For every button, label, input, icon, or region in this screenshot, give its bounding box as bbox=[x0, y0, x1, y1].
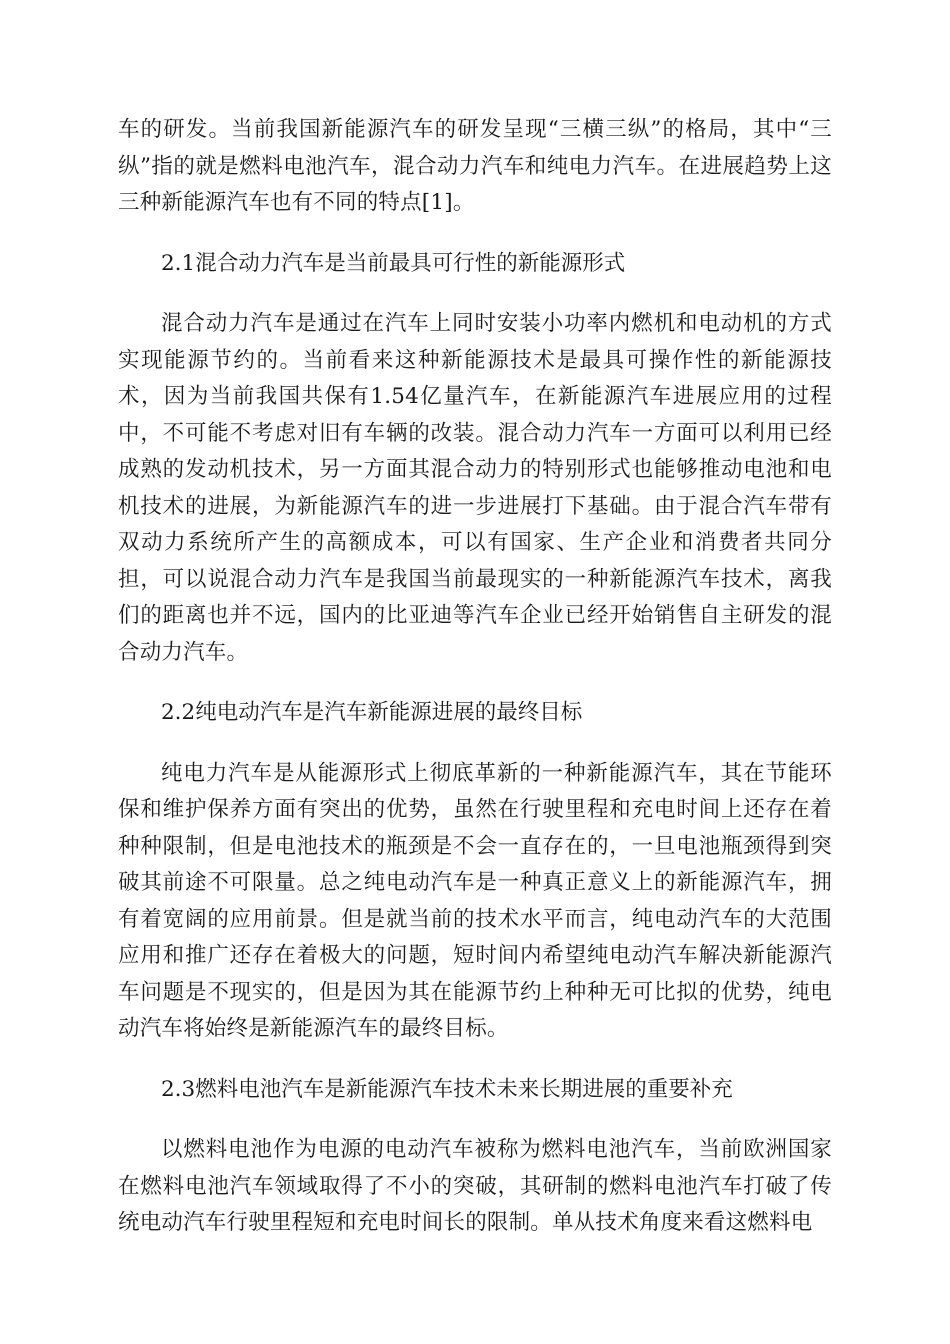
spacer bbox=[118, 671, 832, 695]
spacer bbox=[118, 1048, 832, 1072]
section-heading-2-2: 2.2纯电动汽车是汽车新能源进展的最终目标 bbox=[161, 700, 583, 725]
spacer bbox=[118, 732, 832, 756]
spacer bbox=[118, 1108, 832, 1132]
intro-paragraph: 车的研发。当前我国新能源汽车的研发呈现“三横三纵”的格局，其中“三纵”指的就是燃料电池汽车，混合动力汽车和纯电力汽车。在进展趋势上这三种新能源汽车也有不同的特点[1]。 bbox=[118, 117, 832, 215]
document-body bbox=[118, 112, 832, 1242]
spacer bbox=[118, 222, 832, 246]
section-heading-2-1: 2.1混合动力汽车是当前最具可行性的新能源形式 bbox=[161, 250, 626, 276]
section-body-2-1: 混合动力汽车是通过在汽车上同时安装小功率内燃机和电动机的方式实现能源节约的。当前看来这种新能源技术是最具可操作性的新能源技术，因为当前我国共保有1.54亿量汽车，在新能源汽车进展应用的过程中，不可能不考虑对旧有车辆的改装。混合动力汽车一方面可以利用已经成熟的发动机技术，另一方面其混合动力的特别形式也能够推动电池和电机技术的进展，为新能源汽车的进一步进展打下基础。由于混合汽车带有双动力系统所产生的高额成本，可以有国家、生产企业和消费者共同分担，可以说混合动力汽车是我国当前最现实的一种新能源汽车技术，离我们的距离也并不远，国内的比亚迪等汽车企业已经开始销售自主研发的混合动力汽车。 bbox=[118, 311, 832, 665]
spacer bbox=[118, 282, 832, 306]
section-body-2-2: 纯电力汽车是从能源形式上彻底革新的一种新能源汽车，其在节能环保和维护保养方面有突出的优势，虽然在行驶里程和充电时间上还存在着种种限制，但是电池技术的瓶颈是不会一直存在的，一旦电池瓶颈得到突破其前途不可限量。总之纯电动汽车是一种真正意义上的新能源汽车，拥有着宽阔的应用前景。但是就当前的技术水平而言，纯电动汽车的大范围应用和推广还存在着极大的问题，短时间内希望纯电动汽车解决新能源汽车问题是不现实的，但是因为其在能源节约上种种无可比拟的优势，纯电动汽车将始终是新能源汽车的最终目标。 bbox=[118, 760, 832, 1041]
section-body-2-3: 以燃料电池作为电源的电动汽车被称为燃料电池汽车，当前欧洲国家在燃料电池汽车领域取得了不小的突破，其研制的燃料电池汽车打破了传统电动汽车行驶里程短和充电时间长的限制。单从技术角度来看这燃料电 bbox=[118, 1137, 832, 1235]
section-heading-2-3: 2.3燃料电池汽车是新能源汽车技术未来长期进展的重要补充 bbox=[161, 1076, 733, 1102]
